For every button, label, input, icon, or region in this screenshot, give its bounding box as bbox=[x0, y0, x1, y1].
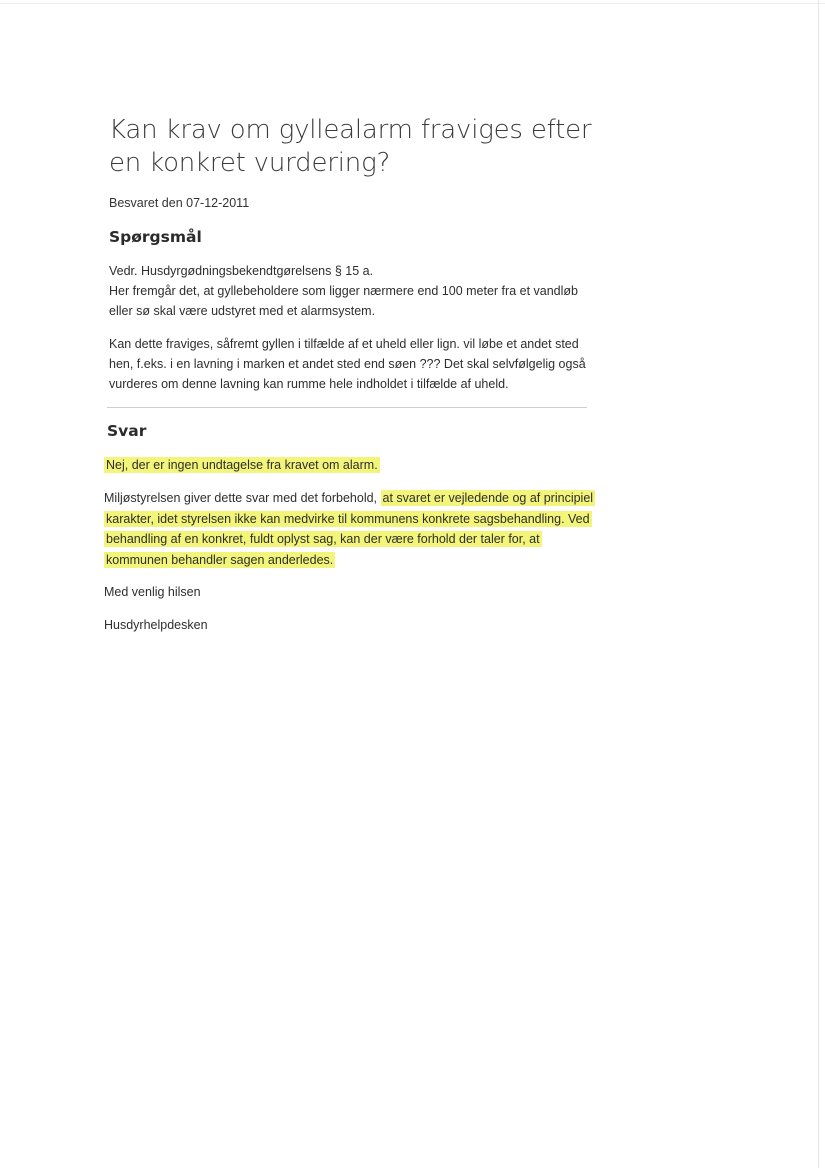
question-heading: Spørgsmål bbox=[109, 228, 202, 246]
page-title: Kan krav om gyllealarm fraviges efter en konkret vurdering? bbox=[109, 115, 592, 178]
short-answer-highlight: Nej, der er ingen undtagelse fra kravet om alarm. bbox=[106, 458, 378, 472]
greeting: Med venlig hilsen bbox=[104, 585, 201, 599]
question-line-1: Vedr. Husdyrgødningsbekendtgørelsens § 15 a. bbox=[109, 264, 374, 278]
short-answer bbox=[104, 455, 524, 475]
question-line-2: Her fremgår det, at gyllebeholdere som ligger nærmere end 100 meter fra et vandløb eller sø skal være udstyret med et alarmsystem. bbox=[109, 284, 578, 318]
answer-heading: Svar bbox=[107, 422, 147, 440]
page-edge-right bbox=[818, 0, 819, 1168]
section-divider bbox=[107, 407, 587, 408]
answer-paragraph-intro: Miljøstyrelsen giver dette svar med det forbehold, bbox=[104, 491, 381, 505]
answer-paragraph bbox=[104, 488, 594, 570]
question-paragraph-2: Kan dette fraviges, såfremt gyllen i tilfælde af et uheld eller lign. vil løbe et andet sted hen, f.eks. i en lavning i marken et andet sted end søen ??? Det skal selvfølgelig også vurderes om denne lavning kan rumme hele indholdet i tilfælde af uheld. bbox=[109, 337, 586, 391]
page-edge-top bbox=[0, 3, 825, 4]
answer-paragraph-highlight: at svaret er vejledende og af principiel karakter, idet styrelsen ikke kan medvirke til kommunens konkrete sagsbehandling. Ved behandling af en konkret, fuldt oplyst sag, kan der være forhold der taler for, at kommunen behandler sagen anderledes. bbox=[106, 491, 594, 567]
question-paragraph-1 bbox=[109, 261, 599, 321]
signature: Husdyrhelpdesken bbox=[104, 618, 208, 632]
answered-date: Besvaret den 07-12-2011 bbox=[109, 196, 250, 210]
